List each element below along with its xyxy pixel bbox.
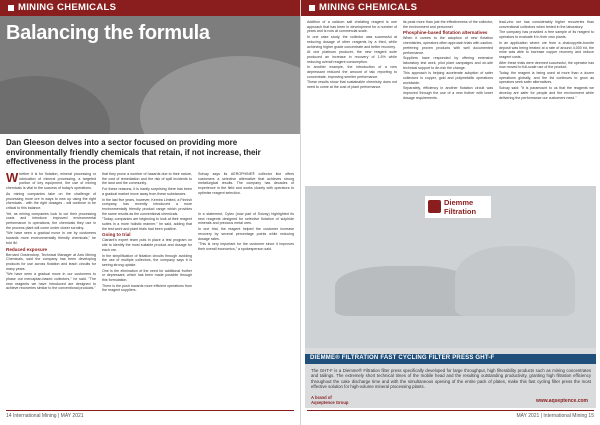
paragraph: "Today, companies are beginning to look at their reagent suites in a more holistic manner," he said, adding that the test work and plant trials had been positive.	[102, 217, 192, 231]
paragraph: "We have seen a gradual move in ore by customers towards more environmentally friendly chemicals," he told IM.	[6, 231, 96, 245]
ad-url-link[interactable]: www.aqseptence.com	[535, 398, 588, 404]
paragraph: In a statement, Cytec (now part of Solvay) highlighted its new reagents designed for selective flotation of sulphide minerals and precious metal ores.	[198, 212, 294, 226]
paragraph: Bernard Oostendorp, Technical Manager at Axis Mining Chemicals, said the company has been developing products for use across flotation and leach circuits for many years.	[6, 252, 96, 271]
paragraph: Today, the reagent is being used at more than a dozen operations globally, and the list continues to grow as operators seek safer alternatives.	[499, 71, 594, 85]
paragraph: In one case study, the collector was successful at reducing dosage of other reagents by a third, while achieving higher grade concentrate and better recovery.	[307, 35, 397, 49]
ad-banner	[305, 354, 596, 364]
paragraph: Yet, as mining companies look to cut their processing costs and introduce improved environmental performance in operations, the chemicals they use in the process plant will come under closer scrutiny.	[6, 211, 96, 230]
logo-text: Filtration	[444, 207, 477, 216]
paragraph: In one trial, the reagent helped the customer increase recovery by several percentage points while reducing dosage rates.	[198, 227, 294, 241]
section-header-bar	[0, 0, 300, 16]
section-header-bar	[301, 0, 600, 16]
hero-image	[0, 16, 300, 134]
paragraph: lead-zinc ore has considerably higher recoveries than conventional collectors when tested in the laboratory.	[499, 20, 594, 29]
ad-photo-shape	[455, 246, 575, 316]
paragraph: These results show that sustainable chemistry does not need to come at the cost of plant performance.	[307, 80, 397, 90]
paragraph: Solvay said: "It is paramount to us that the reagents we develop are safer for people and the environment while delivering the performance our customers need."	[499, 86, 594, 100]
right-page	[301, 0, 600, 425]
subheading: Reduced exposure	[6, 246, 48, 252]
ad-photo-shape	[335, 266, 475, 316]
paragraph: "This is very important for the customer since it improves their overall economics," a spokesperson said.	[198, 242, 294, 251]
paragraph: At one platinum producer, the new reagent suite produced an increase in recovery of 1.5% while reducing overall reagent consumption.	[307, 50, 397, 64]
ad-headline: DIEMME® FILTRATION FAST CYCLING FILTER PRESS GHT-F	[310, 355, 495, 361]
paragraph: Separately, efficiency in another flotation circuit was improved through the use of a new frother with lower dosage requirements.	[403, 86, 493, 100]
paragraph: Addition of a calcium salt chelating reagent is one approach that has been in development for a number of years and is now at commercial scale.	[307, 20, 397, 34]
section-label: MINING CHEMICALS	[319, 2, 418, 13]
paragraph: In the last five years, however, Kemira Limited, a Finnish company, has recently introduced a more environmentally friendly product range which provides the same results as the conventional chemicals.	[102, 197, 192, 216]
footer-rule	[307, 410, 594, 411]
folio: MAY 2021 | International Mining 15	[516, 413, 594, 419]
paragraph: that they prove a number of hazards due to their nature, the cost of remediation and the risk of spill incidents to the land and the community.	[102, 172, 192, 186]
paragraph: As mining companies take on the challenge of processing more ore in ways to new up using the right chemicals - with the right dosages - will continue to be critical to this balance.	[6, 191, 96, 210]
article-title: Balancing the formula	[6, 22, 210, 44]
brand-logo	[425, 196, 491, 218]
paragraph: For these reasons, it is hardly surprising there has been a gradual market move away from these substances.	[102, 187, 192, 196]
paragraph: There is the push towards more efficient operations from the reagent suppliers.	[102, 283, 192, 293]
section-label: MINING CHEMICALS	[18, 2, 117, 13]
paragraph: "We have seen a gradual move in our customers to phase out mercaptan-based collectors," he said. "The new reagents we have introduced are designed to achieve recoveries similar to the conventional products."	[6, 272, 96, 291]
paragraph: Solvay says its AEROPHINE® collector line offers customers a selective alternative that achieves strong metallurgical results. The company has decades of experience in the field and works closely with operators to optimise reagent selection.	[198, 172, 294, 195]
paragraph: Clariant's expert team puts in place a test program on site to identify the most suitable product and dosage for each ore.	[102, 238, 192, 252]
section-square-icon	[309, 5, 315, 11]
section-square-icon	[8, 5, 14, 11]
left-column-1	[6, 172, 96, 292]
paragraph: Whether it is for flotation, mineral processing or lubrication of mineral processing, a targeted portion of key equipment, the use of mining chemicals is vital to the success of today's operations.	[6, 170, 96, 191]
paragraph: In an application where ore from a chalcopyrite-bornite deposit was being treated at a rate of around 4,000 t/d, the mine was able to increase copper recovery and reduce reagent costs.	[499, 40, 594, 59]
paragraph: Suppliers have responded by offering extensive laboratory test work, pilot plant campaigns and on-site technical support to de-risk the change.	[403, 56, 493, 70]
drop-cap: W	[6, 170, 19, 185]
footer-rule	[6, 410, 294, 411]
right-column-2	[403, 20, 493, 102]
hero-shape	[140, 56, 300, 134]
paragraph: One is the elimination of the need for additional frother or depressant, which has been made possible through this formulation.	[102, 268, 192, 283]
subheading: Phosphine-based flotation alternatives	[403, 30, 488, 36]
paragraph: The company has provided a free sample of its reagent to operators to evaluate it in their own plants.	[499, 30, 594, 40]
paragraph: When it comes to the adoption of new flotation chemistries, operators often approach trials with caution, preferring proven products with well documented performance.	[403, 36, 493, 55]
advertisement[interactable]	[305, 186, 596, 408]
paragraph: In the simplification of flotation circuits through avoiding the use of multiple collectors, the company says it is seeing strong uptake.	[102, 253, 192, 267]
folio: 14 International Mining | MAY 2021	[6, 413, 84, 419]
right-column-3	[499, 20, 594, 101]
paragraph: This approach is helping accelerate adoption of safer collectors in copper, gold and polymetallic operations worldwide.	[403, 71, 493, 85]
paragraph: In another example, the introduction of a new depressant reduced the amount of talc reporting to concentrate, improving smelter performance.	[307, 65, 397, 79]
hero-shape	[0, 76, 110, 134]
standfirst: Dan Gleeson delves into a sector focused on providing more environmentally friendly chemicals that retain, if not increase, their effectiveness in the process plant	[6, 138, 261, 167]
ad-tagline: A brand of Aqseptence Group	[311, 395, 349, 405]
logo-text: Diemme	[444, 198, 474, 207]
logo-mark-icon	[428, 200, 441, 213]
right-column-1	[307, 20, 397, 91]
ad-body-text: The GHT-F is a Diemme® Filtration filter press specifically developed for large throughput, high filterability products such as mining concentrates and tailings. The extremely short technical times of the mobile head and the resulting outstanding productivity, granting high filtration efficiency throughout the cake discharge time and with the simultaneous opening of the entire pack of plates, make this fast cycling filter press the most effective solution for high-volume mineral processing plants.	[311, 368, 591, 389]
paragraph: After these trials were deemed successful, the operator has now moved to full-scale use of the product.	[499, 60, 594, 70]
left-column-2	[102, 172, 192, 294]
paragraph: its peak more than just the effectiveness of the collector, the environment and personnel.	[403, 20, 493, 29]
subheading: Going to trial	[102, 232, 131, 238]
left-column-3	[198, 172, 294, 253]
